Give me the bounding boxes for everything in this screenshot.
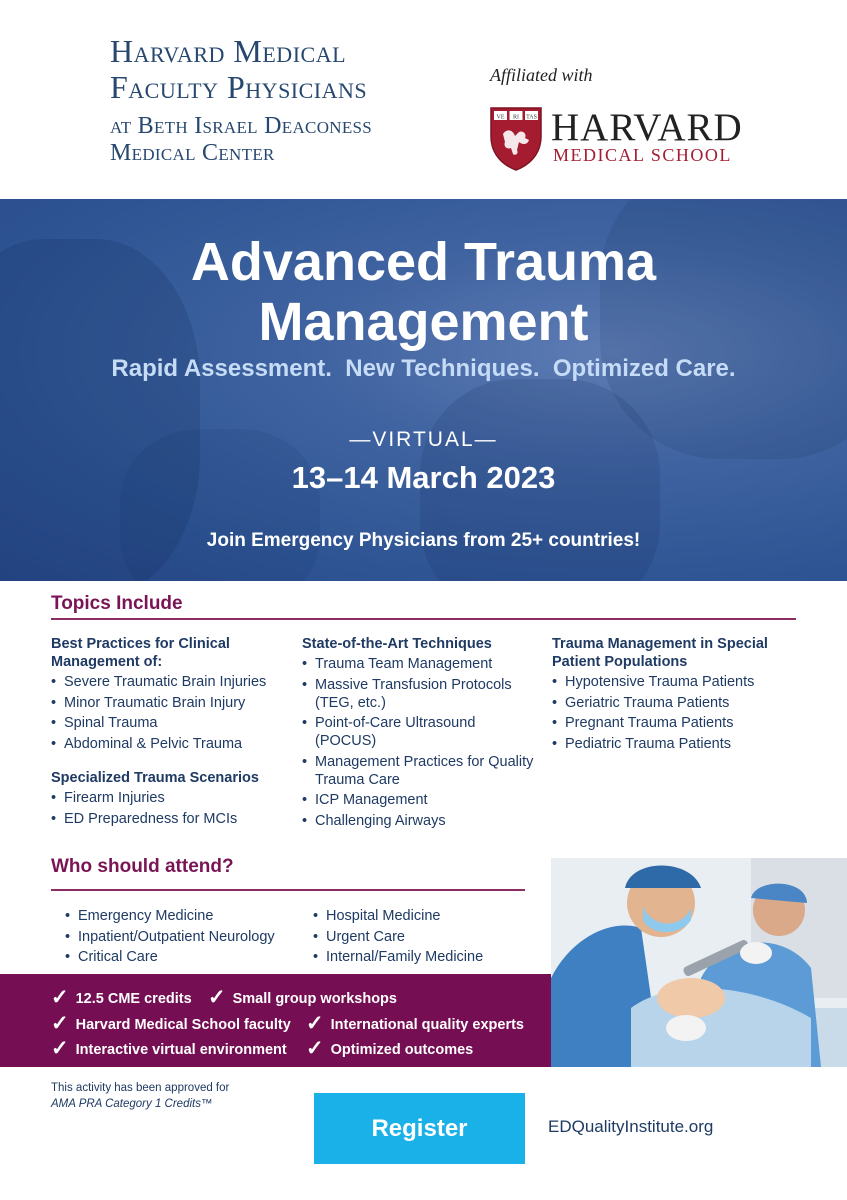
- medical-school-wordmark: MEDICAL SCHOOL: [553, 145, 732, 165]
- list-item: • Management Practices for Quality Trauma Care: [302, 753, 537, 789]
- topic-heading-populations: Trauma Management in Special Patient Populations: [552, 636, 768, 670]
- list-item: • Firearm Injuries: [51, 789, 291, 807]
- surgeons-photo: [551, 858, 847, 1067]
- topics-heading: Topics Include: [51, 593, 183, 614]
- feature-faculty: ✓ Harvard Medical School faculty: [51, 1012, 291, 1035]
- list-item: • Urgent Care: [313, 928, 543, 946]
- topics-column-3: [552, 635, 802, 755]
- check-icon: ✓: [51, 1037, 69, 1060]
- feature-virtual-environment: ✓ Interactive virtual environment: [51, 1037, 287, 1060]
- list-item: • Severe Traumatic Brain Injuries: [51, 673, 291, 691]
- check-icon: ✓: [208, 986, 226, 1009]
- list-item: • Hypotensive Trauma Patients: [552, 673, 802, 691]
- affiliated-label: Affiliated with: [490, 65, 593, 85]
- list-item: • Trauma Team Management: [302, 655, 537, 673]
- check-icon: ✓: [51, 1012, 69, 1035]
- org-line-4: Medical Center: [110, 140, 275, 166]
- topics-column-2: [302, 635, 537, 832]
- list-item: • Abdominal & Pelvic Trauma: [51, 735, 291, 753]
- list-item: • ED Preparedness for MCIs: [51, 810, 291, 828]
- list-item: • Spinal Trauma: [51, 714, 291, 732]
- attend-heading: Who should attend?: [51, 856, 234, 877]
- feature-outcomes: ✓ Optimized outcomes: [306, 1037, 474, 1060]
- event-dates: 13–14 March 2023: [291, 460, 556, 495]
- attend-divider: [51, 889, 525, 891]
- event-title: [0, 232, 847, 352]
- harvard-shield-icon: [489, 106, 543, 172]
- list-item: • Challenging Airways: [302, 812, 537, 830]
- topic-heading-techniques: State-of-the-Art Techniques: [302, 636, 492, 652]
- accreditation-note: [51, 1080, 229, 1112]
- check-icon: ✓: [306, 1012, 324, 1035]
- shield-text-1: VE: [496, 114, 505, 121]
- topic-heading-clinical: Best Practices for Clinical Management of:: [51, 636, 230, 670]
- list-item: • Geriatric Trauma Patients: [552, 694, 802, 712]
- accreditation-line-2: AMA PRA Category 1 Credits™: [51, 1098, 213, 1110]
- org-line-1: Harvard Medical: [110, 33, 347, 69]
- join-message: Join Emergency Physicians from 25+ countries!: [206, 530, 641, 551]
- org-line-3: at Beth Israel Deaconess: [110, 113, 373, 139]
- list-item: • Internal/Family Medicine: [313, 948, 543, 966]
- list-item: • Minor Traumatic Brain Injury: [51, 694, 291, 712]
- list-item: • Critical Care: [65, 948, 305, 966]
- website-link[interactable]: EDQualityInstitute.org: [548, 1117, 714, 1136]
- shield-text-3: TAS: [526, 114, 537, 121]
- list-item: • Hospital Medicine: [313, 907, 543, 925]
- attend-column-1: [65, 905, 305, 969]
- feature-cme-credits: ✓ 12.5 CME credits: [51, 986, 192, 1009]
- title-line-2: Management: [258, 292, 589, 352]
- list-item: • Inpatient/Outpatient Neurology: [65, 928, 305, 946]
- check-icon: ✓: [51, 986, 69, 1009]
- accreditation-line-1: This activity has been approved for: [51, 1082, 230, 1094]
- harvard-wordmark: HARVARD: [551, 106, 743, 149]
- tagline: Rapid Assessment. New Techniques. Optimized Care.: [111, 355, 736, 382]
- event-mode: —VIRTUAL—: [349, 428, 498, 451]
- list-item: • Massive Transfusion Protocols (TEG, etc.): [302, 676, 537, 712]
- feature-experts: ✓ International quality experts: [306, 1012, 524, 1035]
- shield-text-2: RI: [513, 114, 519, 121]
- register-button[interactable]: Register: [314, 1093, 525, 1164]
- list-item: • Pediatric Trauma Patients: [552, 735, 802, 753]
- check-icon: ✓: [306, 1037, 324, 1060]
- topics-column-1: [51, 635, 291, 830]
- list-item: • ICP Management: [302, 791, 537, 809]
- list-item: • Point-of-Care Ultrasound (POCUS): [302, 714, 537, 750]
- org-line-2: Faculty Physicians: [110, 69, 368, 105]
- organization-name: [110, 33, 510, 167]
- topic-heading-scenarios: Specialized Trauma Scenarios: [51, 770, 259, 786]
- attend-column-2: [313, 905, 543, 969]
- title-line-1: Advanced Trauma: [190, 232, 657, 292]
- list-item: • Pregnant Trauma Patients: [552, 714, 802, 732]
- list-item: • Emergency Medicine: [65, 907, 305, 925]
- feature-workshops: ✓ Small group workshops: [208, 986, 397, 1009]
- topics-divider: [51, 618, 796, 620]
